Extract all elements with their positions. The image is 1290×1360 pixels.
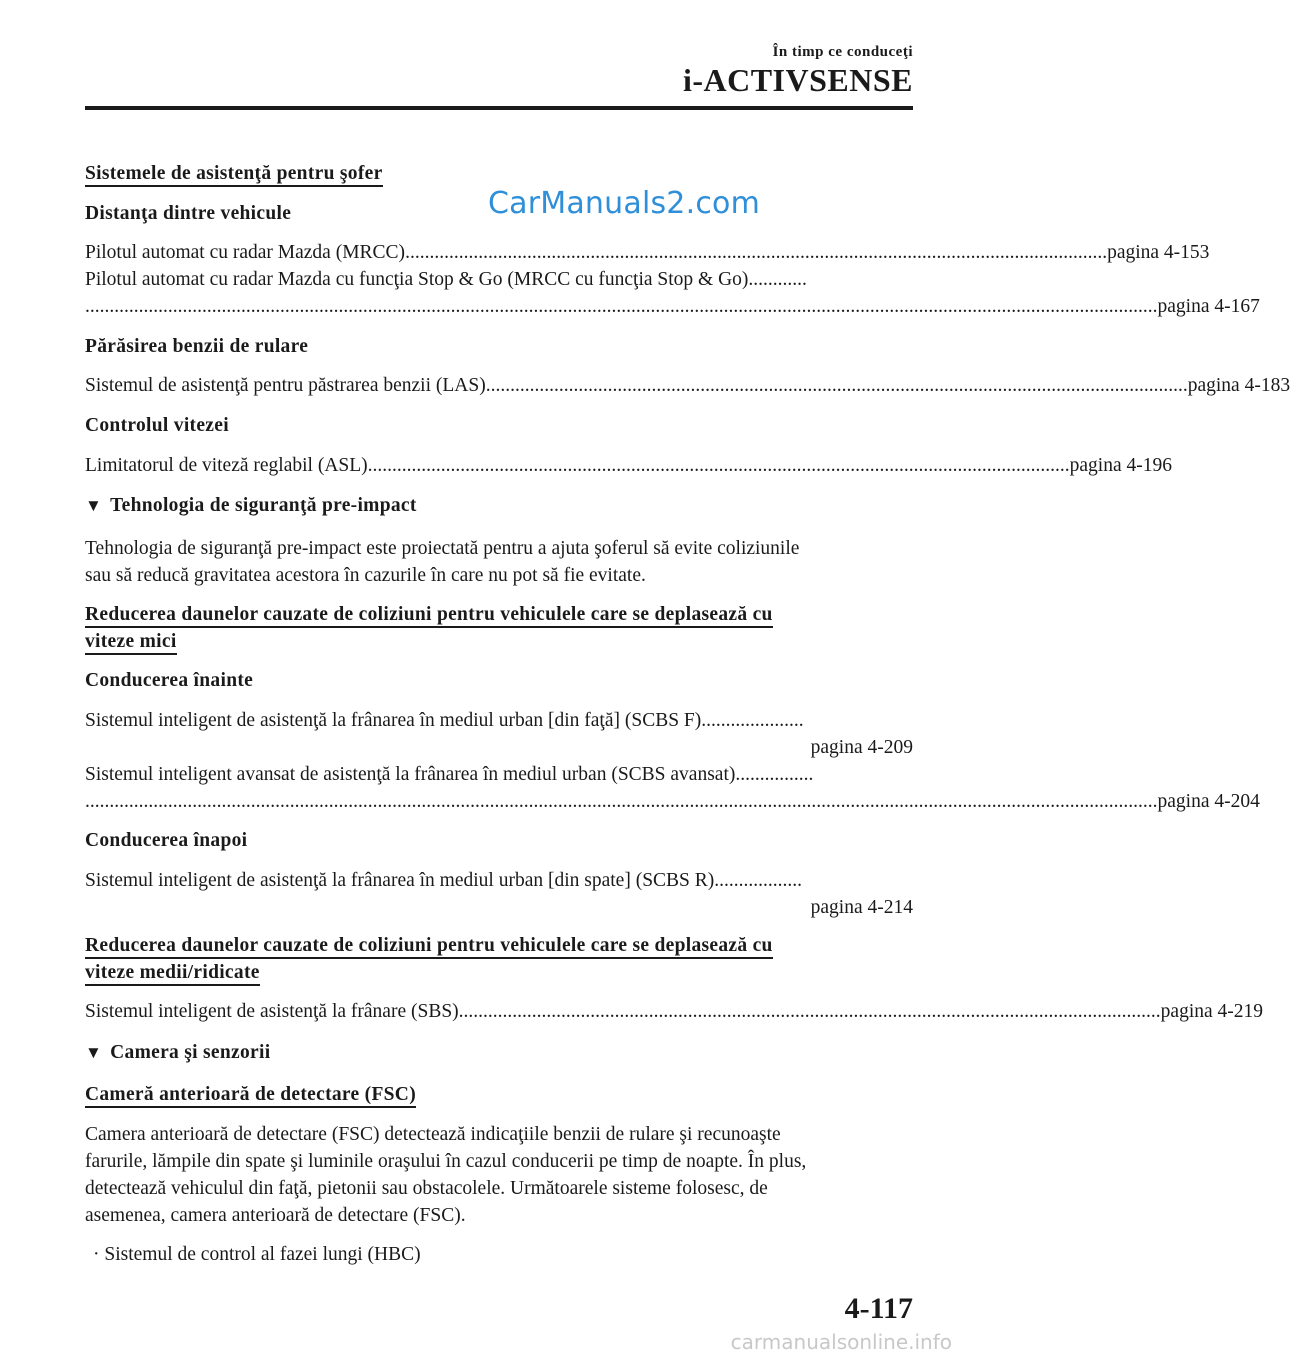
ref-mrcc-stop-go-page: ............................................................................................................................................................................................................................ pagina 4-167 <box>85 296 1260 317</box>
heading-reducerea-medii-line2: viteze medii/ridicate <box>85 959 260 986</box>
ref-las: Sistemul de asistenţă pentru păstrarea benzii (LAS) ................................................................................................................................................ pagina 4-183 <box>85 375 1290 396</box>
ref-mrcc-stop-go-text: Pilotul automat cu radar Mazda cu funcţia Stop & Go (MRCC cu funcţia Stop & Go)............ <box>85 269 807 290</box>
heading-controlul: Controlul vitezei <box>85 415 229 436</box>
watermark-carmanuals2: CarManuals2.com <box>488 186 761 221</box>
heading-sistemele: Sistemele de asistenţă pentru şofer <box>85 160 383 187</box>
para-tehnologia-line2: sau să reducă gravitatea acestora în cazurile în care nu pot să fie evitate. <box>85 565 646 586</box>
para-fsc-line3: detectează vehiculul din faţă, pietonii sau obstacolele. Următoarele sisteme folosesc, de <box>85 1178 768 1199</box>
heading-distanta: Distanţa dintre vehicule <box>85 203 292 224</box>
page-number: 4-117 <box>844 1292 913 1325</box>
ref-scbsr-text: Sistemul inteligent de asistenţă la frânarea în mediul urban [din spate] (SCBS R).................. <box>85 870 803 891</box>
para-fsc-line4: asemenea, camera anterioară de detectare (FSC). <box>85 1205 466 1226</box>
heading-tehnologia: ▼ Tehnologia de siguranţă pre-impact <box>85 495 417 516</box>
heading-reducerea-medii-line1: Reducerea daunelor cauzate de coliziuni pentru vehiculele care se deplasează cu <box>85 932 773 959</box>
page-header <box>85 0 913 112</box>
triangle-down-icon: ▼ <box>85 1043 103 1062</box>
triangle-down-icon: ▼ <box>85 496 103 515</box>
ref-scbsf-page: pagina 4-209 <box>810 737 913 758</box>
section-name: În timp ce conduceţi <box>772 44 913 60</box>
ref-mrcc: Pilotul automat cu radar Mazda (MRCC) ................................................................................................................................................ pagina 4-153 <box>85 242 1210 263</box>
bullet-dot-icon: · <box>93 1244 100 1265</box>
heading-fsc: Cameră anterioară de detectare (FSC) <box>85 1081 416 1108</box>
heading-parasirea: Părăsirea benzii de rulare <box>85 336 309 357</box>
ref-scbsa-page: ............................................................................................................................................................................................................................ pagina 4-204 <box>85 791 1260 812</box>
ref-asl: Limitatorul de viteză reglabil (ASL) ................................................................................................................................................ pagina 4-196 <box>85 455 1173 476</box>
para-fsc-line2: farurile, lămpile din spate şi luminile oraşului în cazul conducerii pe timp de noapte. În plus, <box>85 1151 807 1172</box>
watermark-carmanualsonline: carmanualsonline.info <box>730 1330 952 1354</box>
header-divider <box>85 106 913 110</box>
ref-sbs: Sistemul inteligent de asistenţă la frânare (SBS) ................................................................................................................................................ pagina 4-219 <box>85 1001 1264 1022</box>
ref-scbsr-page: pagina 4-214 <box>810 897 913 918</box>
heading-inainte: Conducerea înainte <box>85 670 254 691</box>
ref-scbsa-text: Sistemul inteligent avansat de asistenţă la frânarea în mediul urban (SCBS avansat)................ <box>85 764 814 785</box>
heading-inapoi: Conducerea înapoi <box>85 830 248 851</box>
chapter-title: i-ACTIVSENSE <box>682 62 913 98</box>
para-fsc-line1: Camera anterioară de detectare (FSC) detectează indicaţiile benzii de rulare şi recunoaşte <box>85 1124 781 1145</box>
heading-reducerea-mici-line1: Reducerea daunelor cauzate de coliziuni pentru vehiculele care se deplasează cu <box>85 601 773 628</box>
list-item-hbc: · Sistemul de control al fazei lungi (HBC) <box>93 1244 421 1265</box>
para-tehnologia-line1: Tehnologia de siguranţă pre-impact este proiectată pentru a ajuta şoferul să evite coliziunile <box>85 538 800 559</box>
ref-scbsf-text: Sistemul inteligent de asistenţă la frânarea în mediul urban [din faţă] (SCBS F)..................... <box>85 710 804 731</box>
heading-camera: ▼ Camera şi senzorii <box>85 1042 271 1063</box>
heading-reducerea-mici-line2: viteze mici <box>85 628 177 655</box>
